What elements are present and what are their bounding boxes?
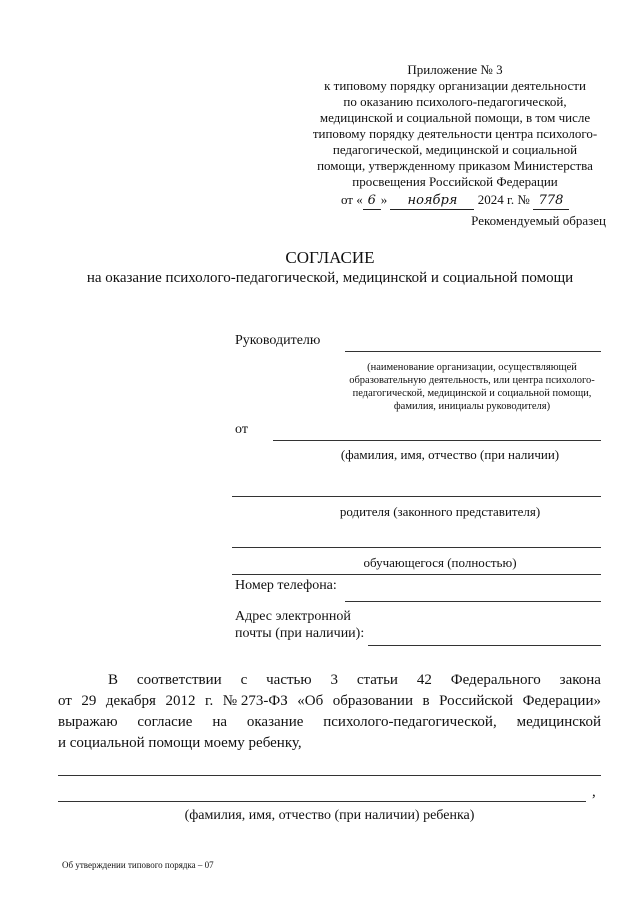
handwritten-month: ноября [390,193,474,210]
word: закона [559,672,601,688]
word: 3 [330,672,338,688]
word: на [212,714,227,730]
word: согласие [137,714,193,730]
word: Федерального [450,672,541,688]
to-label: Руководителю [235,333,321,348]
org-name-field[interactable] [345,351,601,352]
email-label-2: почты (при наличии): [235,626,365,641]
consent-paragraph [58,670,601,754]
word: «Об [297,693,324,709]
word: частью [266,672,312,688]
word: в [422,693,430,709]
date-year: 2024 г. № [477,192,530,207]
word: с [240,672,248,688]
org-hint-line: фамилия, инициалы руководителя) [393,401,551,412]
word: выражаю [58,714,118,730]
recommended-sample-label: Рекомендуемый образец [471,213,606,228]
fio-hint: (фамилия, имя, отчество (при наличии) [340,447,560,462]
word: В [108,672,119,688]
child-name-field-1[interactable] [58,775,601,776]
document-title: СОГЛАСИЕ [285,248,375,267]
word: Федерации» [522,693,601,709]
handwritten-number: 778 [533,193,569,210]
student-field[interactable] [232,547,601,548]
word: психолого-педагогической, [323,714,497,730]
word: 2012 [165,693,196,709]
appendix-line: медицинской и социальной помощи, в том числе [319,110,591,125]
appendix-line: педагогической, медицинской и социальной [332,142,578,157]
para-line-3 [58,712,601,733]
email-label-1: Адрес электронной [235,609,351,624]
org-hint-line: педагогической, медицинской и социальной помощи, [352,388,592,399]
word: декабря [105,693,156,709]
document-subtitle: на оказание психолого-педагогической, медицинской и социальной помощи [86,270,574,286]
date-close: » [380,192,388,207]
word: оказание [246,714,304,730]
para-line-1 [58,670,601,691]
from-label: от [235,422,248,437]
word: № 273-ФЗ [222,693,288,709]
word: г. [205,693,214,709]
appendix-line: к типовому порядку организации деятельности [324,78,586,93]
fio-field[interactable] [273,440,601,441]
word: от [58,693,72,709]
word: медицинской [516,714,601,730]
appendix-block [300,62,610,210]
email-field[interactable] [368,645,601,646]
para-line-4: и социальной помощи моему ребенку, [58,735,302,751]
word: Российской [439,693,514,709]
phone-field[interactable] [345,601,601,602]
student-hint: обучающегося (полностью) [363,555,517,570]
word: 42 [416,672,432,688]
parent-hint: родителя (законного представителя) [339,504,541,519]
org-hint [338,361,606,413]
org-hint-line: (наименование организации, осуществляющей [367,362,577,373]
parent-field[interactable] [232,496,601,497]
child-hint: (фамилия, имя, отчество (при наличии) ребенка) [184,808,475,823]
appendix-line: по оказанию психолого-педагогической, [343,94,567,109]
appendix-line: просвещения Российской Федерации [352,174,558,189]
footer-note: Об утверждении типового порядка – 07 [62,860,214,870]
appendix-date-line [300,192,610,210]
word: образовании [332,693,413,709]
child-comma: , [592,784,596,800]
handwritten-day: 6 [363,193,381,210]
phone-label: Номер телефона: [235,578,337,593]
date-prefix: от « [340,192,363,207]
appendix-line: типовому порядку деятельности центра психолого- [312,126,598,141]
appendix-line: помощи, утвержденному приказом Министерства [317,158,593,173]
para-line-2 [58,691,601,712]
org-hint-line: образовательную деятельность, или центра психолого- [349,375,595,386]
appendix-line: Приложение № 3 [407,62,503,77]
word: статьи [356,672,398,688]
word: соответствии [136,672,222,688]
word: 29 [81,693,97,709]
child-name-field-2[interactable] [58,801,586,802]
phone-top-line [232,574,601,575]
